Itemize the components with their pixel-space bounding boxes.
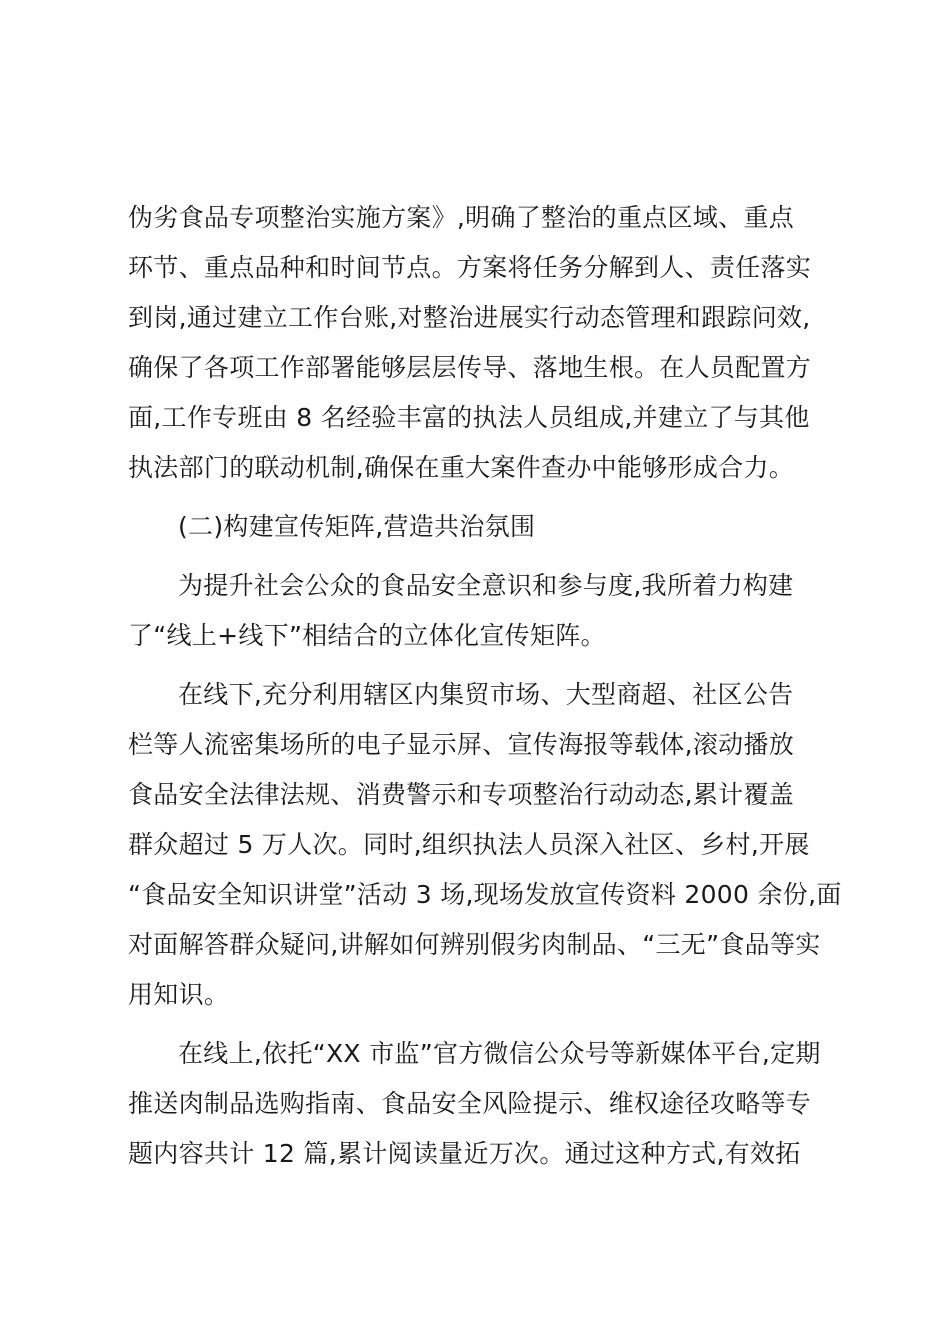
text-line: 食品安全法律法规、消费警示和专项整治行动动态,累计覆盖 — [128, 780, 795, 809]
section-heading — [128, 502, 828, 552]
text-line: 在线上,依托“XX 市监”官方微信公众号等新媒体平台,定期 — [178, 1039, 821, 1068]
document-body — [128, 193, 842, 1179]
text-line: 为提升社会公众的食品安全意识和参与度,我所着力构建 — [178, 571, 794, 600]
paragraph-3 — [128, 670, 842, 1020]
text-line: “食品安全知识讲堂”活动 3 场,现场发放宣传资料 2000 余份,面 — [128, 880, 842, 909]
text-line: 栏等人流密集场所的电子显示屏、宣传海报等载体,滚动播放 — [128, 730, 795, 759]
text-line: 了“线上+线下”相结合的立体化宣传矩阵。 — [128, 621, 606, 650]
paragraph-4 — [128, 1029, 828, 1179]
text-line: 对面解答群众疑问,讲解如何辨别假劣肉制品、“三无”食品等实 — [128, 930, 821, 959]
text-line: 伪劣食品专项整治实施方案》,明确了整治的重点区域、重点 — [128, 203, 795, 232]
text-line: 题内容共计 12 篇,累计阅读量近万次。通过这种方式,有效拓 — [128, 1139, 801, 1168]
text-line: 群众超过 5 万人次。同时,组织执法人员深入社区、乡村,开展 — [128, 830, 810, 859]
paragraph-spacer — [128, 493, 828, 502]
paragraph-spacer — [128, 1020, 828, 1029]
text-line: 在线下,充分利用辖区内集贸市场、大型商超、社区公告 — [178, 680, 794, 709]
text-line: 面,工作专班由 8 名经验丰富的执法人员组成,并建立了与其他 — [128, 403, 810, 432]
paragraph-spacer — [128, 552, 828, 561]
section-heading-text: (二)构建宣传矩阵,营造共治氛围 — [178, 512, 536, 541]
text-line: 环节、重点品种和时间节点。方案将任务分解到人、责任落实 — [128, 253, 812, 282]
paragraph-2 — [128, 561, 828, 661]
text-line: 用知识。 — [128, 980, 230, 1009]
paragraph-1 — [128, 193, 828, 493]
text-line: 执法部门的联动机制,确保在重大案件查办中能够形成合力。 — [128, 453, 795, 482]
text-line: 到岗,通过建立工作台账,对整治进展实行动态管理和跟踪问效, — [128, 303, 811, 332]
text-line: 确保了各项工作部署能够层层传导、落地生根。在人员配置方 — [128, 353, 812, 382]
text-line: 推送肉制品选购指南、食品安全风险提示、维权途径攻略等专 — [128, 1089, 812, 1118]
paragraph-spacer — [128, 661, 828, 670]
